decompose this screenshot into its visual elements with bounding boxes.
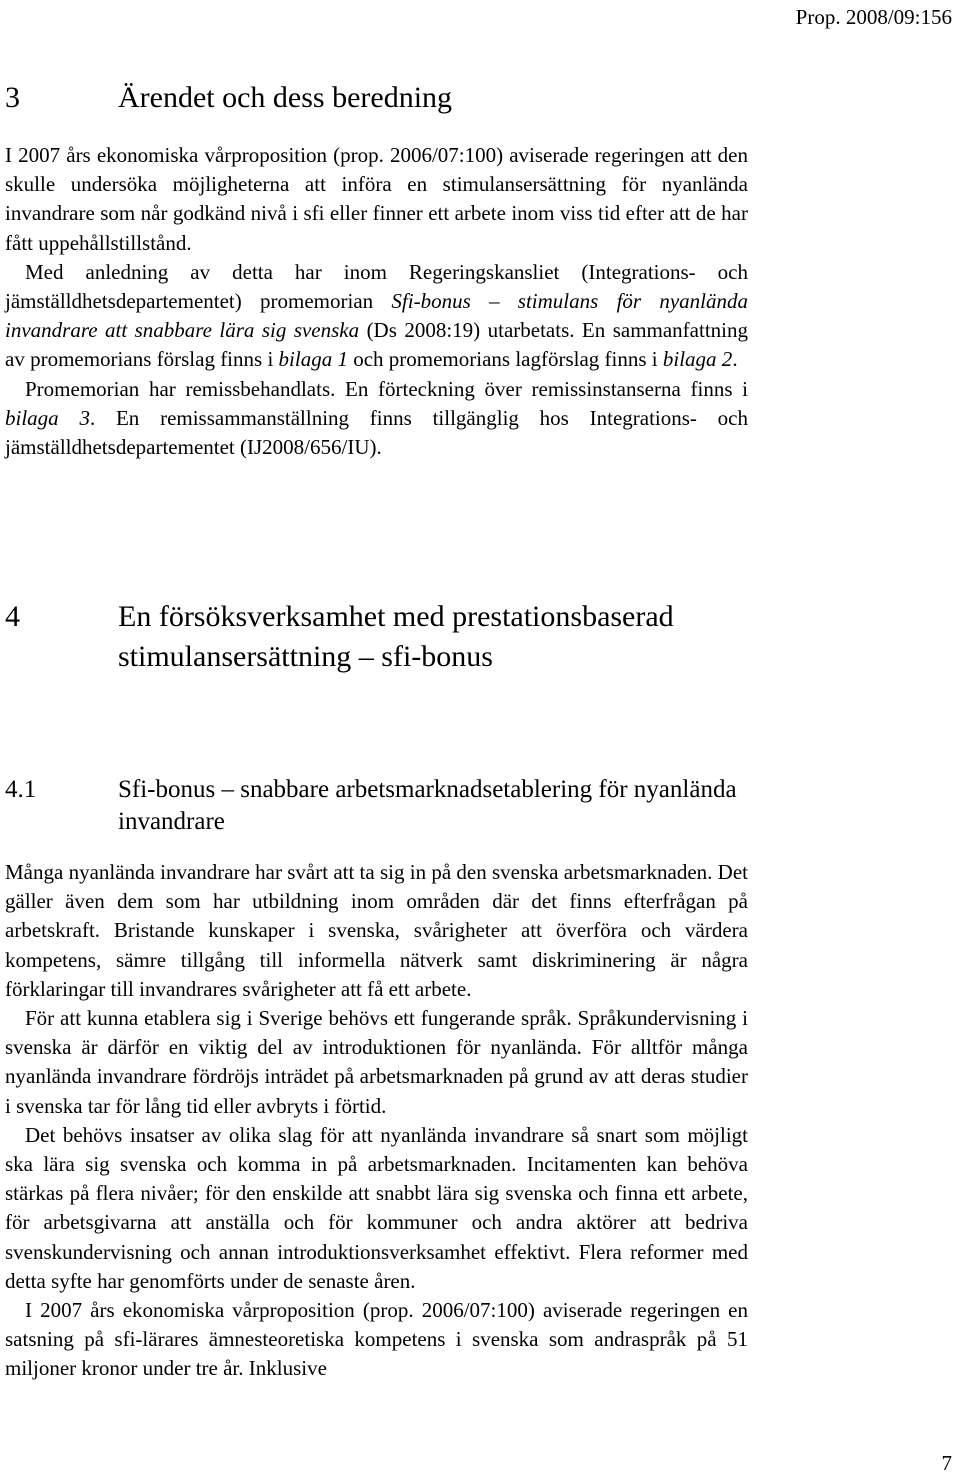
page-number: 7 — [941, 1451, 952, 1475]
paragraph — [5, 258, 748, 375]
text-run: (Ds 2008:19) utarbetats. En sammanfattning av promemorians förslag finns i — [5, 318, 748, 372]
section-3-body — [5, 141, 748, 462]
appendix-reference: bilaga 2 — [662, 347, 733, 372]
section-title: En försöksverksamhet med prestationsbaserad stimulansersättning – sfi-bonus — [118, 600, 674, 673]
paragraph: För att kunna etablera sig i Sverige behövs ett fungerande språk. Språkundervisning i svenska är därför en viktig del av introduktionen för nyanlända. För alltför många nyanlända invandrare fördröjs inträdet på arbetsmarknaden på grund av att deras studier i svenska tar för lång tid eller avbryts i förtid. — [5, 1006, 748, 1118]
appendix-reference: bilaga 1 — [278, 347, 348, 372]
paragraph — [5, 375, 748, 463]
text-run: och promemorians lagförslag finns i — [347, 347, 663, 372]
text-run: . — [732, 347, 738, 372]
section-4-1-body — [5, 858, 748, 1384]
section-title: Ärendet och dess beredning — [118, 81, 453, 114]
paragraph: Det behövs insatser av olika slag för att nyanlända invandrare så snart som möjligt ska lära sig svenska och komma in på arbetsmarknaden. Incitamenten kan behöva stärkas på flera nivåer; för den enskilde att snabbt lära sig svenska och finna ett arbete, för arbetsgivarna att anställa och för kommuner och andra aktörer att bedriva svenskundervisning och annan introduktionsverksamhet effektivt. Flera reformer med detta syfte har genomförts under de senaste åren. — [5, 1122, 748, 1293]
text-run: Promemorian har remissbehandlats. En förteckning över remissinstanserna finns i — [25, 376, 748, 401]
document-title: Sfi-bonus – stimulans för nyanlända invandrare att snabbare lära sig svenska — [5, 289, 749, 343]
section-number: 4 — [5, 600, 20, 633]
paragraph: I 2007 års ekonomiska vårproposition (prop. 2006/07:100) aviserade regeringen en satsning på sfi-lärares ämnesteoretiska kompetens i svenska som andraspråk på 51 miljoner kronor under tre år. Inklusive — [5, 1298, 748, 1381]
document-reference: Prop. 2008/09:156 — [795, 5, 952, 29]
paragraph: Många nyanlända invandrare har svårt att ta sig in på den svenska arbetsmarknaden. Det gäller även dem som har utbildning inom områden där det finns efterfrågan på arbetskraft. Bristande kunskaper i svenska, svårigheter att överföra och värdera kompetens, sämre tillgång till informella nätverk samt diskriminering är några förklaringar till invandrares svårigheter att få ett arbete. — [5, 860, 748, 1001]
paragraph: I 2007 års ekonomiska vårproposition (prop. 2006/07:100) aviserade regeringen att den skulle undersöka möjligheterna att införa en stimulansersättning för nyanlända invandrare som når godkänd nivå i sfi eller finner ett arbete inom viss tid efter att de har fått uppehållstillstånd. — [5, 143, 748, 255]
text-run: Med anledning av detta har inom Regeringskansliet (Integrations- och jämställdhetsdepartementet) promemorian — [5, 259, 748, 314]
section-number: 4.1 — [5, 776, 37, 803]
appendix-reference: bilaga 3 — [5, 405, 90, 430]
section-number: 3 — [5, 81, 20, 114]
section-title: Sfi-bonus – snabbare arbetsmarknadsetablering för nyanlända invandrare — [118, 776, 737, 835]
text-run: . En remissammanställning finns tillgänglig hos Integrations- och jämställdhetsdepartementet (IJ2008/656/IU). — [5, 405, 749, 460]
